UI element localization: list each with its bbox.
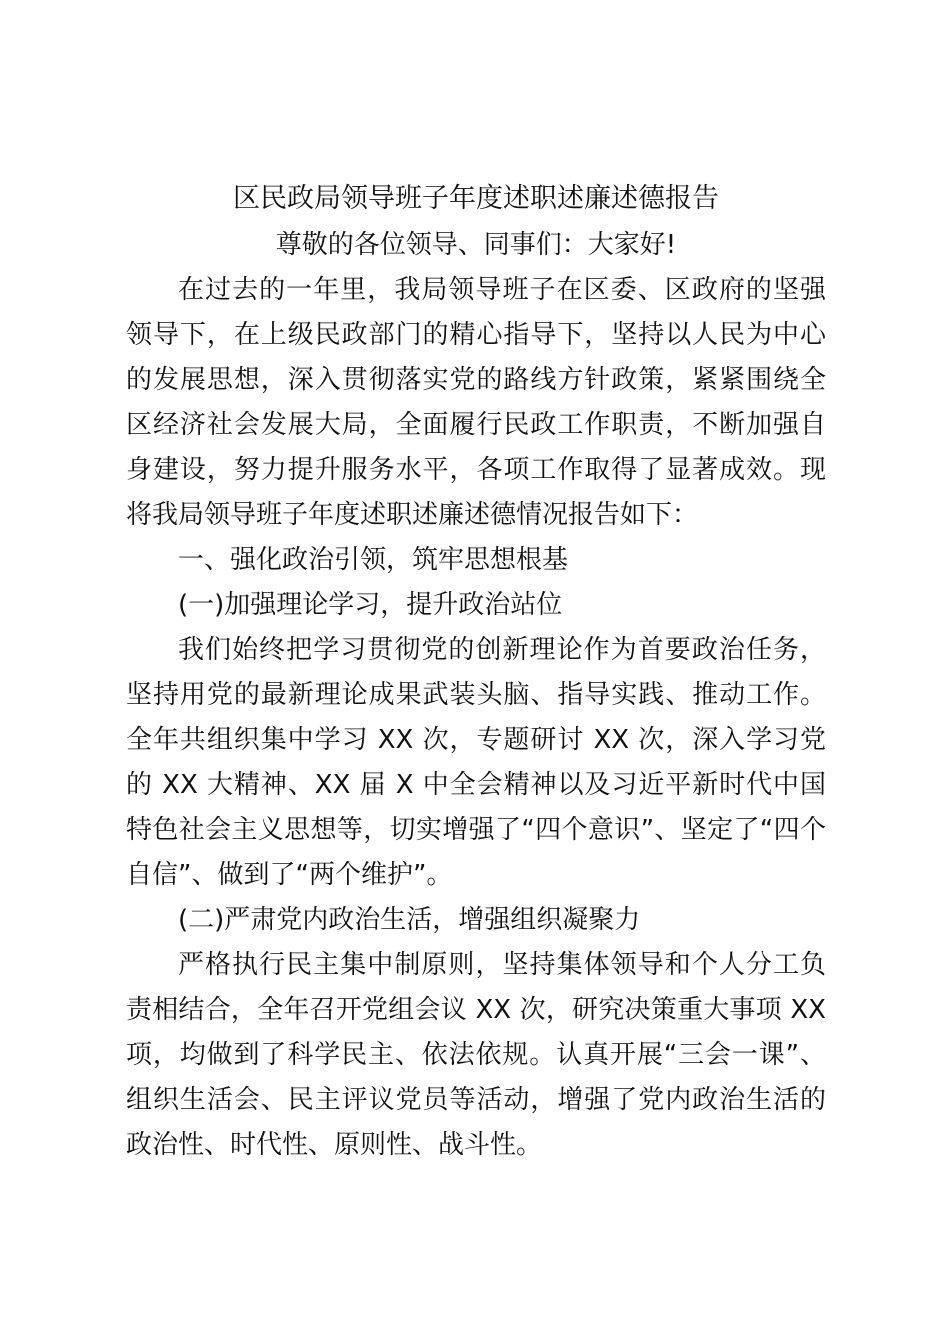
document-body bbox=[126, 176, 826, 1168]
greeting-line: 尊敬的各位领导、同事们：大家好! bbox=[275, 230, 677, 260]
section-heading-1: 一、强化政治引领，筑牢思想根基 bbox=[178, 545, 569, 575]
intro-paragraph: 在过去的一年里，我局领导班子在区委、区政府的坚强领导下，在上级民政部门的精心指导下，坚持以人民为中心的发展思想，深入贯彻落实党的路线方针政策，紧紧围绕全区经济社会发展大局，全面履行民政工作职责，不断加强自身建设，努力提升服务水平，各项工作取得了显著成效。现将我局领导班子年度述职述廉述德情况报告如下： bbox=[126, 275, 826, 530]
document-title: 区民政局领导班子年度述职述廉述德报告 bbox=[233, 183, 719, 214]
subsection-body-1: 我们始终把学习贯彻党的创新理论作为首要政治任务，坚持用党的最新理论成果武装头脑、指导实践、推动工作。全年共组织集中学习 XX 次，专题研讨 XX 次，深入学习党的 XX 大精神、XX 届 X 中全会精神以及习近平新时代中国特色社会主义思想等，切实增强了“四个意识”、坚定了“四个自信”、做到了“两个维护”。 bbox=[126, 635, 826, 890]
subsection-heading-1: (一)加强理论学习，提升政治站位 bbox=[178, 590, 563, 620]
subsection-heading-2: (二)严肃党内政治生活，增强组织凝聚力 bbox=[178, 905, 641, 935]
subsection-body-2: 严格执行民主集中制原则，坚持集体领导和个人分工负责相结合，全年召开党组会议 XX 次，研究决策重大事项 XX 项，均做到了科学民主、依法依规。认真开展“三会一课”、组织生活会、民主评议党员等活动，增强了党内政治生活的政治性、时代性、原则性、战斗性。 bbox=[126, 950, 826, 1160]
